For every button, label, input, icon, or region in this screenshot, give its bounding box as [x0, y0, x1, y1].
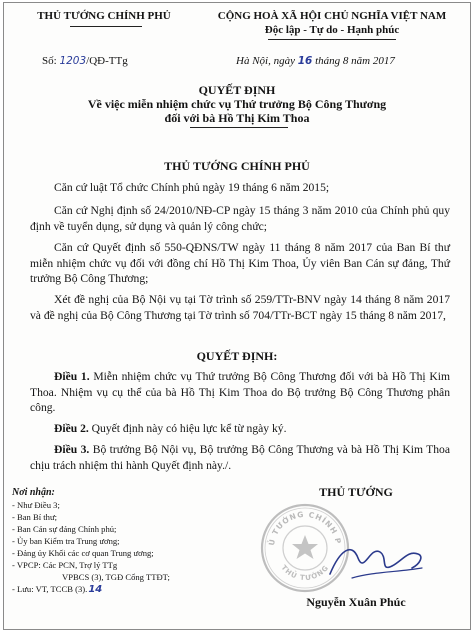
- article-label: Điều 3.: [54, 443, 90, 456]
- national-motto: Độc lập - Tự do - Hạnh phúc: [264, 24, 400, 36]
- article-text: Miễn nhiệm chức vụ Thứ trưởng Bộ Công Thương đối với bà Hồ Thị Kim Thoa. Nhiệm vụ cụ thể của bà Hồ Thị Kim Thoa do Bộ trưởng Bộ Công Thương phân công.: [30, 370, 450, 414]
- preamble-item: Căn cứ Nghị định số 24/2010/NĐ-CP ngày 15 tháng 3 năm 2010 của Chính phủ quy định về tuyển dụng, sử dụng và quản lý công chức;: [30, 204, 450, 233]
- svg-text:THỦ TƯỚNG CHÍNH PHỦ: Ủ TƯỚNG CHÍNH P: [266, 509, 343, 547]
- handwritten-signature: [322, 528, 432, 588]
- authority-heading: THỦ TƯỚNG CHÍNH PHỦ: [164, 159, 310, 173]
- recipient-item: - VPCP: Các PCN, Trợ lý TTg: [12, 560, 118, 570]
- header-right-underline: [268, 39, 396, 40]
- article-label: Điều 1.: [54, 370, 90, 383]
- recipient-item: - Ủy ban Kiểm tra Trung ương;: [12, 536, 120, 546]
- document-page: [3, 2, 471, 630]
- article-2: [30, 421, 450, 437]
- subject-line-2: đối với bà Hồ Thị Kim Thoa: [164, 111, 310, 125]
- recipient-item: - Đảng ủy Khối các cơ quan Trung ương;: [12, 548, 154, 558]
- preamble-item: Căn cứ Quyết định số 550-QĐNS/TW ngày 11 tháng 8 năm 2017 của Ban Bí thư miễn nhiệm chức vụ đối với đồng chí Hồ Thị Kim Thoa, Ủy viên Ban Cán sự đảng, Thứ trưởng Bộ Công Thương;: [30, 241, 450, 285]
- signature-title: THỦ TƯỚNG: [319, 485, 393, 499]
- article-text: Quyết định này có hiệu lực kể từ ngày ký.: [88, 422, 287, 435]
- recipients-heading: Nơi nhận:: [12, 487, 55, 498]
- recipient-item: [12, 583, 102, 596]
- document-number-handwritten: 1203: [59, 55, 87, 67]
- signature-stroke: [322, 528, 432, 588]
- date-day-handwritten: 16: [297, 55, 313, 67]
- article-1: [30, 369, 450, 416]
- recipient-item-text: - Lưu: VT, TCCB (3).: [12, 584, 88, 594]
- svg-text:THỦ TƯỚNG: THỦ TƯỚNG: [279, 563, 331, 583]
- national-title: CỘNG HOÀ XÃ HỘI CHỦ NGHĨA VIỆT NAM: [217, 10, 447, 22]
- recipient-item: VPBCS (3), TGĐ Cổng TTĐT;: [62, 572, 170, 582]
- date-suffix: tháng 8 năm 2017: [312, 55, 395, 67]
- article-3: [30, 442, 450, 473]
- issuing-authority: THỦ TƯỚNG CHÍNH PHỦ: [37, 10, 171, 22]
- document-number-prefix: Số:: [42, 55, 60, 67]
- document-number-suffix: /QĐ-TTg: [86, 55, 128, 67]
- decision-heading: QUYẾT ĐỊNH:: [196, 349, 278, 363]
- preamble-item: Xét đề nghị của Bộ Nội vụ tại Tờ trình số 259/TTr-BNV ngày 14 tháng 8 năm 2017 và đề nghị của Bộ Công Thương tại Tờ trình số 704/TTr-BCT ngày 15 tháng 8 năm 2017,: [30, 293, 450, 322]
- article-label: Điều 2.: [54, 422, 89, 435]
- decision-title: QUYẾT ĐỊNH: [198, 83, 276, 97]
- recipient-item: - Ban Cán sự đảng Chính phủ;: [12, 524, 117, 534]
- article-text: Bộ trưởng Bộ Nội vụ, Bộ trưởng Bộ Công Thương và bà Hồ Thị Kim Thoa chịu trách nhiệm thi hành Quyết định này./.: [30, 443, 451, 472]
- header-left-underline: [70, 26, 142, 27]
- recipient-item: - Như Điều 3;: [12, 500, 60, 510]
- recipient-count-handwritten: 14: [88, 584, 103, 595]
- preamble-item: Căn cứ luật Tổ chức Chính phủ ngày 19 tháng 6 năm 2015;: [54, 181, 330, 194]
- date-prefix: Hà Nội, ngày: [236, 55, 298, 67]
- document-number: [42, 55, 128, 67]
- recipient-item: - Ban Bí thư;: [12, 512, 57, 522]
- document-date: [236, 55, 395, 67]
- subject-underline: [190, 127, 288, 128]
- signatory-name: Nguyễn Xuân Phúc: [306, 595, 406, 609]
- subject-line-1: Về việc miễn nhiệm chức vụ Thứ trưởng Bộ Công Thương: [87, 97, 387, 111]
